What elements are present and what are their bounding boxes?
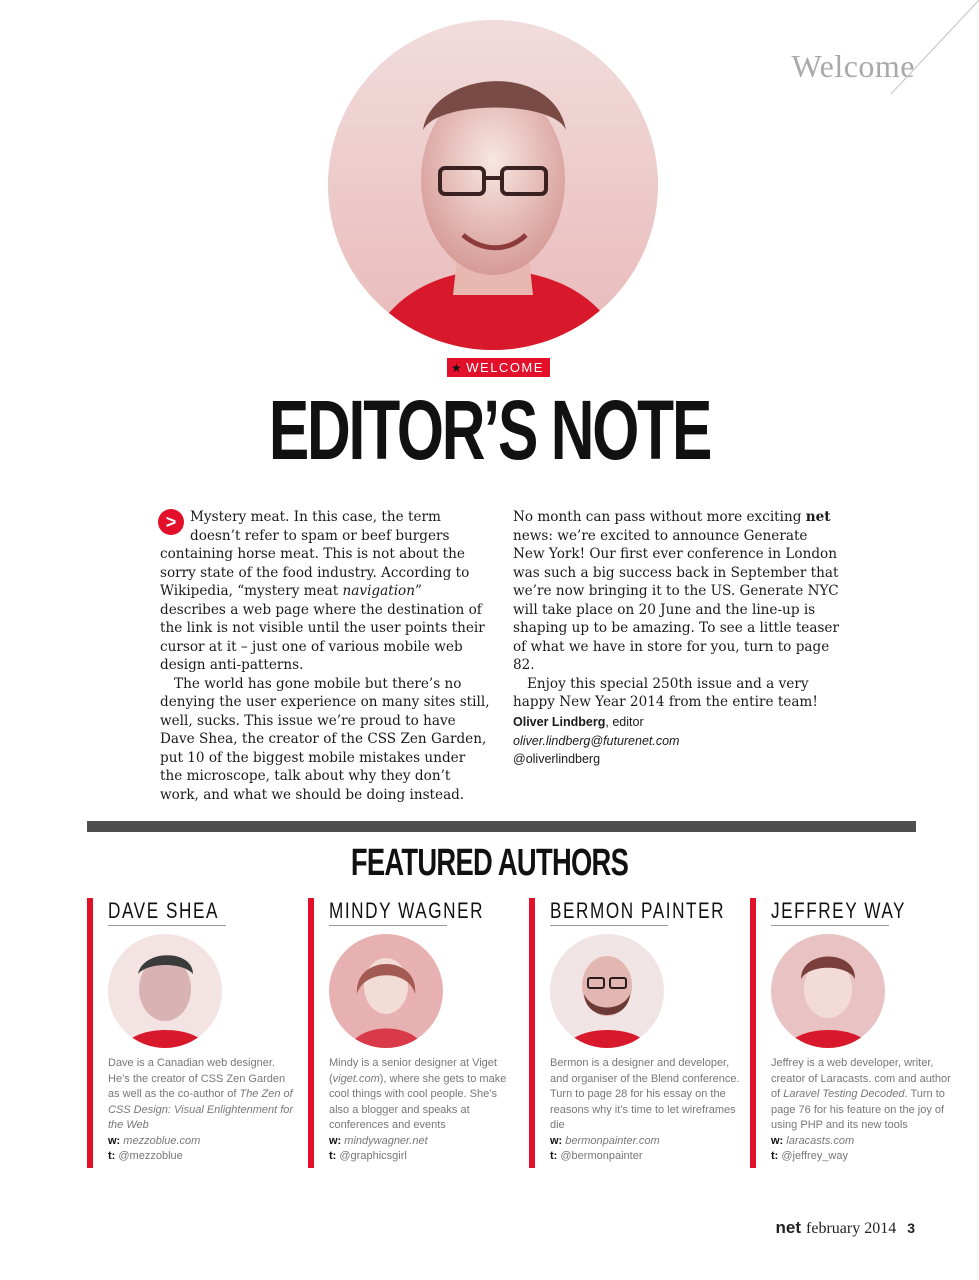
author-card — [529, 898, 739, 1188]
featured-authors-title: FEATURED AUTHORS — [350, 842, 629, 884]
author-website[interactable]: mezzoblue.com — [123, 1134, 201, 1147]
author-accent-bar — [750, 898, 756, 1168]
author-accent-bar — [87, 898, 93, 1168]
author-card — [308, 898, 518, 1188]
editor-email[interactable]: oliver.lindberg@futurenet.com — [513, 733, 680, 748]
news-column — [513, 508, 843, 712]
author-accent-bar — [308, 898, 314, 1168]
editor-twitter[interactable]: @oliverlindberg — [513, 752, 601, 766]
author-name-rule — [771, 925, 889, 926]
editor-role: , editor — [605, 715, 644, 729]
author-name: MINDY WAGNER — [329, 898, 485, 923]
welcome-tag — [447, 358, 550, 377]
author-accent-bar — [529, 898, 535, 1168]
author-website[interactable]: bermonpainter.com — [565, 1134, 660, 1147]
editor-portrait — [328, 20, 658, 350]
intro-p1-text: Mystery meat. In this case, the term doesn’t refer to spam or beef burgers containing horse meat. This is not about the sorry state of the food industry. According to Wikipedia, “mystery meat navigation” describes a web page where the destination of the link is not visible until the user points their cursor at it – just one of various mobile web design anti-patterns. — [160, 509, 485, 673]
star-icon: ★ — [451, 360, 464, 375]
editor-signature — [513, 713, 679, 769]
author-bio: Mindy is a senior designer at Viget (viget.com), where she gets to make cool things with cool people. She’s also a blogger and speaks at conferences and events w: mindywagner.net t: @graphicsgirl — [329, 1057, 507, 1162]
news-paragraph-1: No month can pass without more exciting net news: we’re excited to announce Generate New York! Our first ever conference in London was such a big success back in September that we’re now bringing it to the US. Generate NYC will take place on 20 June and the line-up is shaping up to be amazing. To see a little teaser of what we have in store for you, turn to page 82. — [513, 509, 839, 673]
author-name-rule — [550, 925, 668, 926]
author-twitter[interactable]: @graphicsgirl — [339, 1150, 407, 1162]
author-name-rule — [329, 925, 447, 926]
page-title: EDITOR’S NOTE — [268, 383, 711, 477]
author-name: DAVE SHEA — [108, 898, 220, 923]
welcome-tag-label: WELCOME — [466, 360, 544, 375]
author-card — [87, 898, 297, 1188]
intro-column — [160, 508, 490, 804]
page-footer — [776, 1218, 915, 1238]
author-photo — [771, 934, 885, 1048]
author-twitter[interactable]: @bermonpainter — [560, 1150, 643, 1162]
author-twitter[interactable]: @jeffrey_way — [781, 1150, 848, 1162]
author-bio: Dave is a Canadian web designer. He’s the creator of CSS Zen Garden as well as the co-author of The Zen of CSS Design: Visual Enlightenment for the Web w: mezzoblue.com t: @mezzoblue — [108, 1057, 294, 1162]
page-number: 3 — [907, 1220, 915, 1236]
brand-name: net — [775, 1218, 802, 1237]
author-bio: Jeffrey is a web developer, writer, creator of Laracasts. com and author of Laravel Testing Decoded. Turn to page 76 for his feature on the joy of using PHP and its new tools w: laracasts.com t: @jeffrey_way — [771, 1057, 951, 1162]
section-label: Welcome — [791, 48, 915, 84]
author-name: JEFFREY WAY — [771, 898, 907, 923]
intro-paragraph-1 — [160, 508, 490, 675]
author-photo — [108, 934, 222, 1048]
editor-name: Oliver Lindberg — [513, 715, 606, 729]
author-card — [750, 898, 960, 1188]
author-name-rule — [108, 925, 226, 926]
news-paragraph-2: Enjoy this special 250th issue and a very happy New Year 2014 from the entire team! — [513, 675, 818, 710]
author-website[interactable]: mindywagner.net — [344, 1134, 428, 1147]
author-name: BERMON PAINTER — [550, 898, 726, 923]
chevron-right-icon: > — [158, 509, 184, 535]
intro-paragraph-2: The world has gone mobile but there’s no denying the user experience on many sites still, well, sucks. This issue we’re proud to have Dave Shea, the creator of the CSS Zen Garden, put 10 of the biggest mobile mistakes under the microscope, talk about why they don’t work, and what we should be doing instead. — [160, 675, 490, 803]
author-photo — [329, 934, 443, 1048]
author-website[interactable]: laracasts.com — [786, 1134, 855, 1147]
author-twitter[interactable]: @mezzoblue — [118, 1150, 183, 1162]
section-divider — [87, 821, 916, 832]
author-photo — [550, 934, 664, 1048]
issue-date: february 2014 — [806, 1220, 897, 1237]
corner-decoration — [889, 0, 979, 96]
author-bio: Bermon is a designer and developer, and organiser of the Blend conference. Turn to page 28 for his essay on the reasons why it’s time to let wireframes die w: bermonpainter.com t: @bermonpainter — [550, 1057, 740, 1162]
